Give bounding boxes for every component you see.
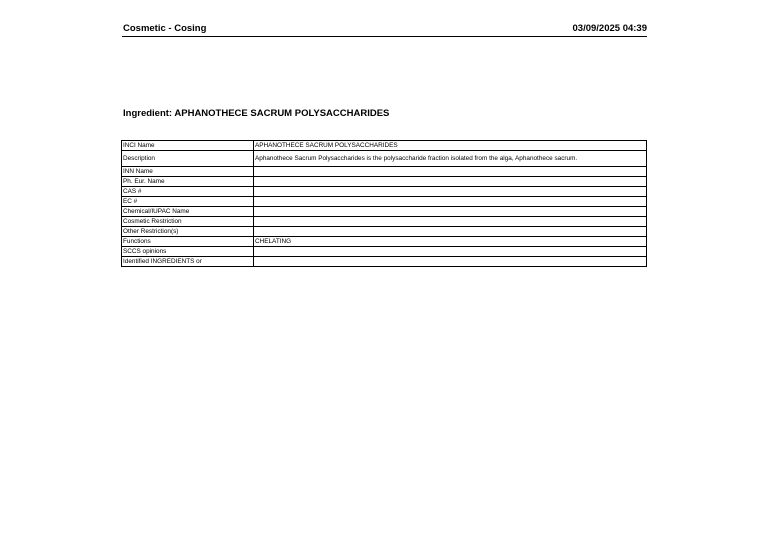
row-value bbox=[254, 247, 647, 257]
table-row-cas bbox=[122, 187, 647, 197]
table-row-other-restrictions bbox=[122, 227, 647, 237]
header-title: Cosmetic - Cosing bbox=[123, 23, 207, 34]
row-label: Description bbox=[122, 151, 254, 167]
row-value bbox=[254, 207, 647, 217]
row-value bbox=[254, 167, 647, 177]
row-label: Ph. Eur. Name bbox=[122, 177, 254, 187]
table-row-ec bbox=[122, 197, 647, 207]
header-datetime: 03/09/2025 04:39 bbox=[572, 23, 647, 34]
row-value: Aphanothece Sacrum Polysaccharides is the polysaccharide fraction isolated from the alga, Aphanothece sacrum. bbox=[254, 151, 647, 167]
table-row-inn-name bbox=[122, 167, 647, 177]
table-row-identified-ingredients bbox=[122, 257, 647, 267]
table-row-chemical-iupac-name bbox=[122, 207, 647, 217]
row-value bbox=[254, 177, 647, 187]
row-label: INCI Name bbox=[122, 141, 254, 151]
row-value bbox=[254, 217, 647, 227]
row-label: Other Restriction(s) bbox=[122, 227, 254, 237]
row-value bbox=[254, 227, 647, 237]
ingredient-details-table bbox=[121, 140, 647, 267]
row-label: Chemical/IUPAC Name bbox=[122, 207, 254, 217]
row-label: Cosmetic Restriction bbox=[122, 217, 254, 227]
row-label: Identified INGREDIENTS or bbox=[122, 257, 254, 267]
row-label: SCCS opinions bbox=[122, 247, 254, 257]
page-header bbox=[122, 22, 647, 37]
row-label: EC # bbox=[122, 197, 254, 207]
table-row-inci-name bbox=[122, 141, 647, 151]
row-value bbox=[254, 187, 647, 197]
row-value: CHELATING bbox=[254, 237, 647, 247]
row-label: Functions bbox=[122, 237, 254, 247]
table-row-description bbox=[122, 151, 647, 167]
row-value bbox=[254, 257, 647, 267]
ingredient-label: Ingredient: bbox=[123, 108, 173, 119]
table-row-cosmetic-restriction bbox=[122, 217, 647, 227]
row-label: INN Name bbox=[122, 167, 254, 177]
table-row-sccs-opinions bbox=[122, 247, 647, 257]
table-row-functions bbox=[122, 237, 647, 247]
row-value: APHANOTHECE SACRUM POLYSACCHARIDES bbox=[254, 141, 647, 151]
row-value bbox=[254, 197, 647, 207]
table-row-ph-eur-name bbox=[122, 177, 647, 187]
ingredient-heading bbox=[123, 108, 389, 119]
ingredient-name: APHANOTHECE SACRUM POLYSACCHARIDES bbox=[174, 108, 390, 119]
row-label: CAS # bbox=[122, 187, 254, 197]
